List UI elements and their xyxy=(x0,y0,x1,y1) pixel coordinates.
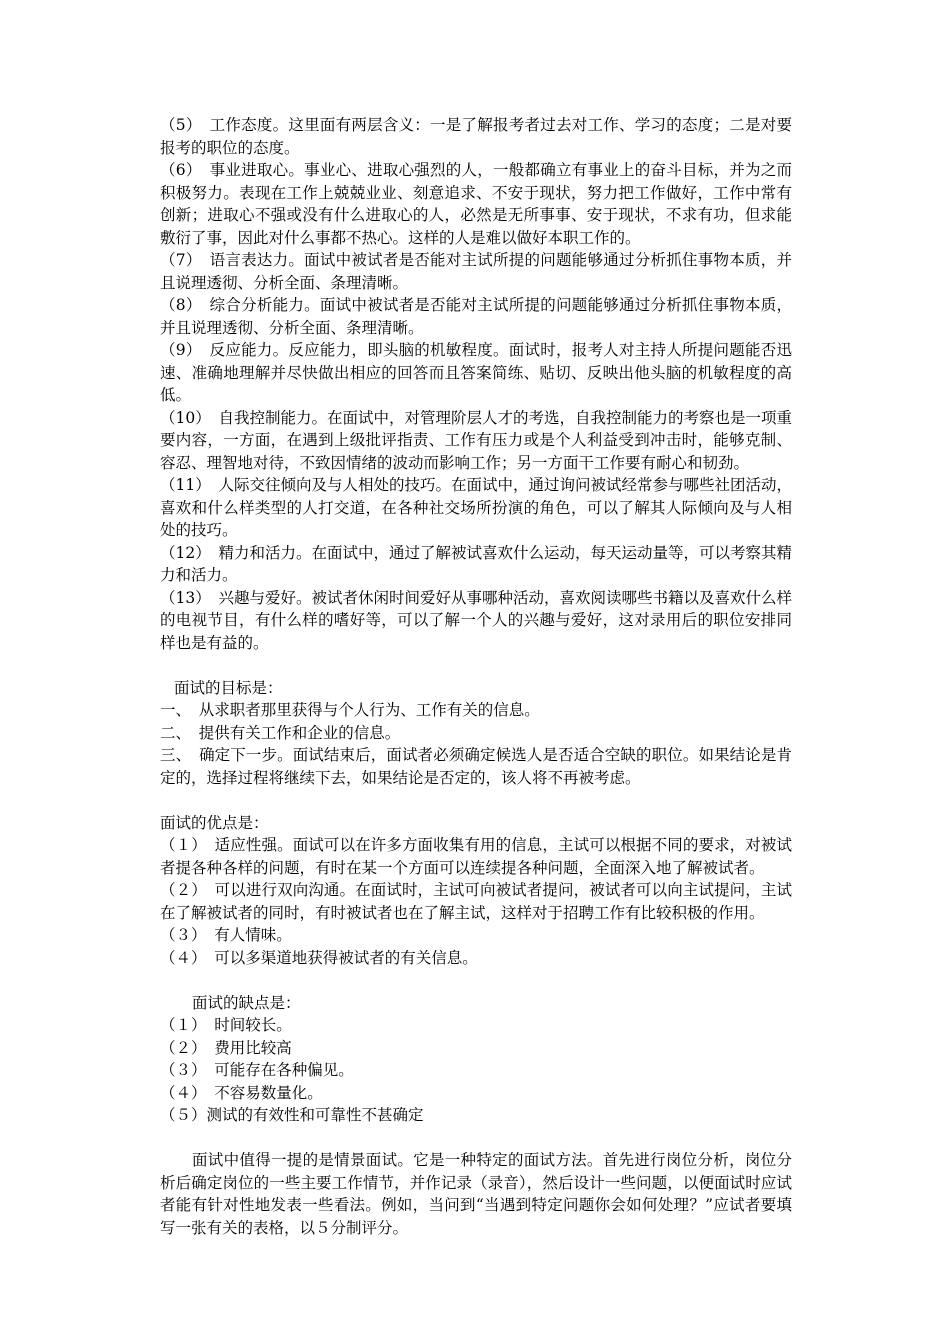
quality-item-13: （13） 兴趣与爱好。被试者休闲时间爱好从事哪种活动，喜欢阅读哪些书籍以及喜欢什么样的电视节目，有什么样的嗜好等，可以了解一个人的兴趣与爱好，这对录用后的职位安排同样也是有益的。 xyxy=(160,588,792,652)
disadvantages-heading: 面试的缺点是： xyxy=(192,993,301,1012)
advantage-item: （１） 适应性强。面试可以在许多方面收集有用的信息，主试可以根据不同的要求，对被试者提各种各样的问题，有时在某一个方面可以连续提各种问题，全面深入地了解被试者。 xyxy=(160,836,792,877)
quality-item-5: （5） 工作态度。这里面有两层含义：一是了解报考者过去对工作、学习的态度；二是对要报考的职位的态度。 xyxy=(160,116,792,157)
quality-item-12: （12） 精力和活力。在面试中，通过了解被试喜欢什么运动，每天运动量等，可以考察其精力和活力。 xyxy=(160,543,792,584)
advantages-heading: 面试的优点是： xyxy=(160,813,269,832)
goal-item: 一、 从求职者那里获得与个人行为、工作有关的信息。 xyxy=(160,701,540,719)
disadvantage-item: （２） 费用比较高 xyxy=(160,1038,292,1057)
advantages-section xyxy=(160,812,792,970)
advantage-item: （２） 可以进行双向沟通。在面试时，主试可向被试者提问，被试者可以向主试提问，主试在了解被试者的同时，有时被试者也在了解主试，这样对于招聘工作有比较积极的作用。 xyxy=(160,881,792,922)
quality-item-10: （10） 自我控制能力。在面试中，对管理阶层人才的考选，自我控制能力的考察也是一项重要内容，一方面，在遇到上级批评指责、工作有压力或是个人利益受到冲击时，能够克制、容忍、理智地对待，不致因情绪的波动而影响工作；另一方面干工作要有耐心和韧劲。 xyxy=(160,408,792,472)
disadvantage-item: （１） 时间较长。 xyxy=(160,1016,292,1034)
spacer xyxy=(160,969,792,992)
quality-item-7: （7） 语言表达力。面试中被试者是否能对主试所提的问题能够通过分析抓住事物本质，并且说理透彻、分析全面、条理清晰。 xyxy=(160,251,792,292)
disadvantage-item: （３） 可能存在各种偏见。 xyxy=(160,1061,354,1079)
goals-section xyxy=(160,677,792,790)
quality-item-9: （9） 反应能力。反应能力，即头脑的机敏程度。面试时，报考人对主持人所提问题能否迅速、准确地理解并尽快做出相应的回答而且答案简练、贴切、反映出他头脑的机敏程度的高低。 xyxy=(160,341,792,404)
situational-interview-paragraph: 面试中值得一提的是情景面试。它是一种特定的面试方法。首先进行岗位分析，岗位分析后确定岗位的一些主要工作情节，并作记录（录音），然后设计一些问题，以便面试时应试者能有针对性地发表一些看法。例如，当问到“当遇到特定问题你会如何处理？”应试者要填写一张有关的表格，以５分制评分。 xyxy=(160,1151,792,1237)
spacer xyxy=(160,789,792,812)
advantage-item: （３） 有人情味。 xyxy=(160,926,292,944)
goal-item: 二、 提供有关工作和企业的信息。 xyxy=(160,723,401,742)
disadvantages-section xyxy=(160,992,792,1127)
disadvantage-item: （５）测试的有效性和可靠性不甚确定 xyxy=(160,1106,424,1124)
disadvantage-item: （４） 不容易数量化。 xyxy=(160,1083,323,1102)
advantage-item: （４） 可以多渠道地获得被试者的有关信息。 xyxy=(160,948,478,967)
goals-heading: 面试的目标是： xyxy=(174,678,283,697)
quality-item-8: （8） 综合分析能力。面试中被试者是否能对主试所提的问题能够通过分析抓住事物本质，并且说理透彻、分析全面、条理清晰。 xyxy=(160,296,792,337)
spacer xyxy=(160,654,792,677)
quality-item-6: （6） 事业进取心。事业心、进取心强烈的人，一般都确立有事业上的奋斗目标，并为之而积极努力。表现在工作上兢兢业业、刻意追求、不安于现状，努力把工作做好，工作中常有创新；进取心不强或没有什么进取心的人，必然是无所事事、安于现状，不求有功，但求能敷衍了事，因此对什么事都不热心。这样的人是难以做好本职工作的。 xyxy=(160,161,792,247)
qualities-list xyxy=(160,114,792,654)
spacer xyxy=(160,1127,792,1150)
goal-item: 三、 确定下一步。面试结束后，面试者必须确定候选人是否适合空缺的职位。如果结论是肯定的，选择过程将继续下去，如果结论是否定的，该人将不再被考虑。 xyxy=(160,746,792,787)
quality-item-11: （11） 人际交往倾向及与人相处的技巧。在面试中，通过询问被试经常参与哪些社团活动，喜欢和什么样类型的人打交道，在各种社交场所扮演的角色，可以了解其人际倾向及与人相处的技巧。 xyxy=(160,476,792,539)
